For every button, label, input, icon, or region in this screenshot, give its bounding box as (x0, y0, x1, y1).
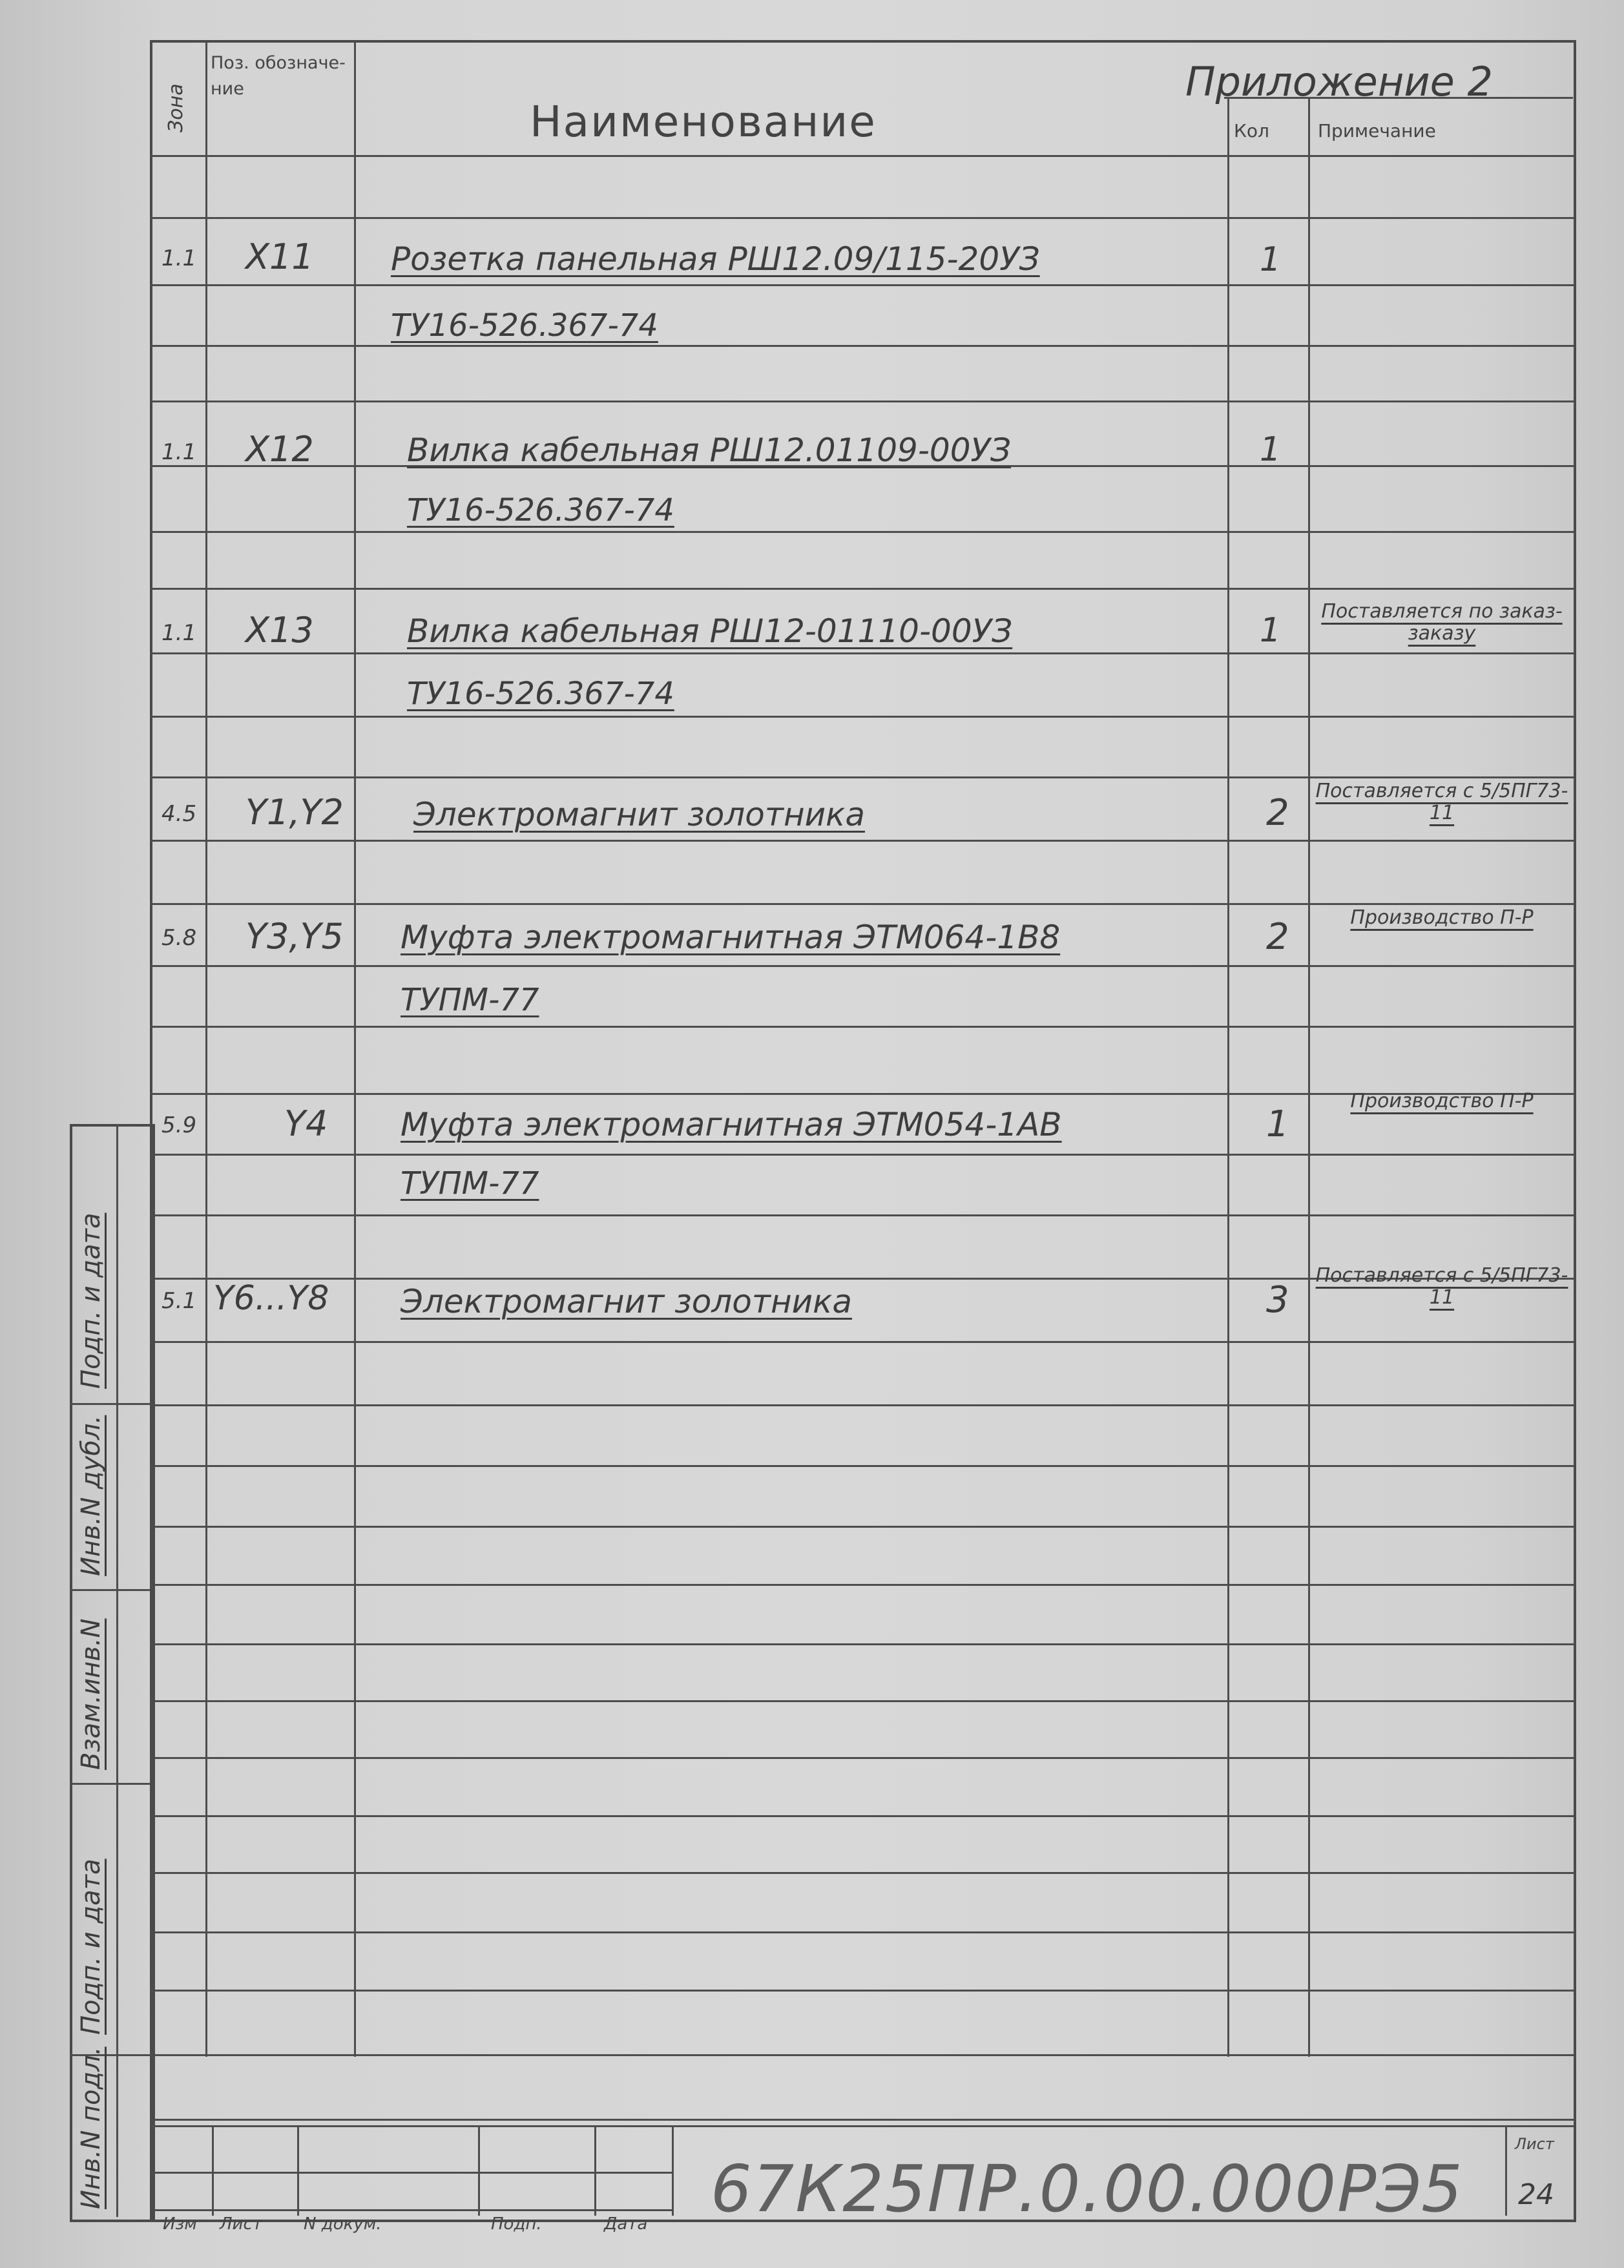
rule-line (150, 1815, 1574, 1817)
title-block-v (1505, 2125, 1507, 2216)
rule-line (150, 965, 1574, 967)
title-col-data: Дата (604, 2214, 648, 2234)
rule-line (150, 1526, 1574, 1528)
side-label-podp-data-1: Подп. и дата (76, 1212, 106, 1389)
rule-line (150, 652, 1574, 654)
rule-line (150, 1404, 1574, 1406)
rule-line (150, 1931, 1574, 1933)
header-note: Примечание (1318, 120, 1436, 141)
row-note: Поставляется с 5/5ПГ73-11 (1315, 780, 1568, 824)
sheet-number: 24 (1518, 2178, 1554, 2211)
row-zone: 1.1 (161, 245, 197, 271)
rule-line (150, 716, 1574, 718)
row-spec: ТУПМ-77 (401, 982, 539, 1018)
row-note: Производство П-Р (1350, 1090, 1534, 1112)
rule-line (150, 1700, 1574, 1702)
rule-line (150, 1154, 1574, 1156)
rule-line (150, 1643, 1574, 1645)
rule-line (150, 1584, 1574, 1586)
title-block-v (212, 2125, 214, 2216)
rule-line (150, 1465, 1574, 1467)
row-qty: 2 (1266, 792, 1289, 834)
rule-line (150, 1341, 1574, 1343)
header-pos (211, 50, 353, 102)
row-zone: 1.1 (161, 439, 197, 465)
rule-line (150, 1872, 1574, 1874)
row-note: Производство П-Р (1350, 906, 1534, 929)
side-label-vzam-inv: Взам.инв.N (76, 1618, 106, 1770)
title-col-izm: Изм (163, 2214, 197, 2234)
row-pos: Y1,Y2 (245, 792, 344, 833)
row-note: Поставляется по заказ-заказу (1321, 600, 1563, 645)
rule-line (150, 2054, 1574, 2056)
side-stamp-line (70, 1403, 150, 1405)
row-name: Электромагнит золотника (401, 1283, 852, 1320)
row-pos: X12 (245, 429, 314, 470)
rule-line (150, 588, 1574, 590)
row-zone: 1.1 (161, 620, 197, 646)
row-qty: 1 (1266, 1103, 1289, 1145)
row-pos: X11 (245, 236, 314, 277)
row-name: Муфта электромагнитная ЭТМ054-1АВ (401, 1106, 1062, 1143)
row-spec: ТУ16-526.367-74 (391, 307, 658, 344)
title-col-podp: Подп. (491, 2214, 542, 2234)
header-bottom-line (150, 155, 1574, 157)
title-block-top (150, 2125, 1574, 2127)
header-top-sub-line (1224, 97, 1573, 99)
row-qty: 3 (1266, 1279, 1289, 1321)
rule-line (150, 903, 1574, 905)
row-pos: Y3,Y5 (245, 916, 344, 957)
row-spec: ТУ16-526.367-74 (407, 676, 674, 712)
rule-line (150, 776, 1574, 778)
side-stamp-line (70, 1589, 150, 1591)
row-note: Поставляется с 5/5ПГ73-11 (1315, 1264, 1568, 1309)
col-line-qty (1227, 97, 1229, 2057)
sheet-label: Лист (1515, 2135, 1554, 2153)
row-pos: Y4 (284, 1103, 328, 1144)
row-name: Вилка кабельная РШ12.01109-00УЗ (407, 432, 1012, 469)
row-name: Муфта электромагнитная ЭТМ064-1В8 (401, 919, 1061, 956)
row-zone: 5.8 (161, 925, 197, 951)
row-qty: 2 (1266, 916, 1289, 958)
row-qty: 1 (1260, 430, 1282, 469)
rule-line (150, 217, 1574, 219)
row-spec: ТУПМ-77 (401, 1165, 539, 1202)
row-qty: 1 (1260, 611, 1282, 650)
rule-line (150, 840, 1574, 842)
row-spec: ТУ16-526.367-74 (407, 492, 674, 528)
row-qty: 1 (1260, 240, 1282, 279)
row-zone: 5.9 (161, 1112, 197, 1138)
rule-line (150, 531, 1574, 533)
row-pos: Y6...Y8 (213, 1279, 329, 1318)
row-name: Розетка панельная РШ12.09/115-20УЗ (391, 240, 1040, 278)
col-line-zone (205, 41, 207, 2057)
rule-line (150, 2119, 1574, 2121)
header-name: Наименование (530, 97, 877, 147)
row-zone: 4.5 (161, 801, 197, 827)
row-zone: 5.1 (161, 1288, 197, 1314)
rule-line (150, 1026, 1574, 1028)
row-name: Вилка кабельная РШ12-01110-00УЗ (407, 612, 1013, 650)
header-zone: Зона (165, 83, 187, 132)
rule-line (150, 284, 1574, 286)
title-block-v (478, 2125, 480, 2216)
rule-line (150, 401, 1574, 402)
col-line-note (1308, 97, 1310, 2057)
title-col-ndok: N докум. (304, 2214, 382, 2234)
rule-line (150, 1214, 1574, 1216)
document-code: 67К25ПР.0.00.000 (711, 2151, 1338, 2227)
rule-line (150, 1990, 1574, 1992)
side-label-inv-podl: Инв.N подл. (76, 2046, 106, 2209)
rule-line (150, 1757, 1574, 1759)
header-pos-text: Поз. обозначе- ние (211, 53, 346, 99)
col-line-pos (354, 41, 356, 2057)
side-stamp-line (70, 1783, 150, 1785)
title-block-v (297, 2125, 299, 2216)
document-type: РЭ5 (1337, 2151, 1463, 2227)
rule-line (150, 345, 1574, 347)
title-block-v (594, 2125, 596, 2216)
appendix-title: Приложение 2 (1185, 58, 1493, 105)
side-stamp-divider (116, 1124, 118, 2217)
header-qty: Кол (1234, 120, 1269, 141)
title-block-v (672, 2125, 674, 2216)
title-col-list: Лист (220, 2214, 262, 2234)
side-label-podp-data-2: Подп. и дата (76, 1858, 106, 2035)
row-name: Электромагнит золотника (413, 796, 865, 833)
side-label-inv-dubl: Инв.N дубл. (76, 1415, 106, 1576)
row-pos: X13 (245, 610, 314, 650)
